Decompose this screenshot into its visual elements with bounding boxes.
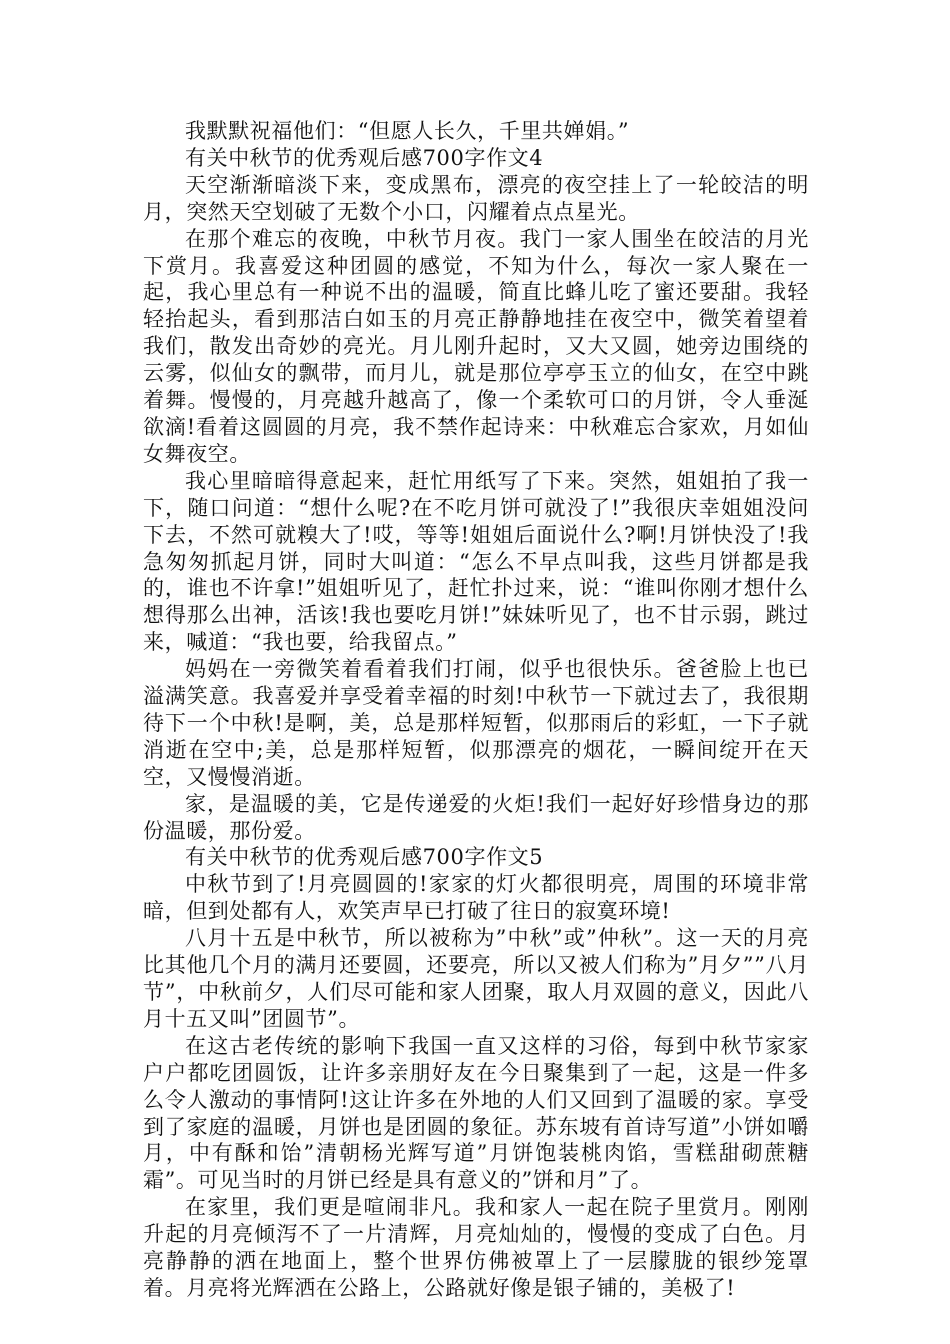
paragraph-family-joy: 妈妈在一旁微笑着看着我们打闹，似乎也很快乐。爸爸脸上也已溢满笑意。我喜爱并享受着幸福的时刻!中秋节一下就过去了，我很期待下一个中秋!是啊，美，总是那样短暂，似那雨后的彩虹，一下子就消逝在空中;美，总是那样短暂，似那漂亮的烟花，一瞬间绽开在天空，又慢慢消逝。 [143,657,809,789]
paragraph-courtyard: 在家里，我们更是喧闹非凡。我和家人一起在院子里赏月。刚刚升起的月亮倾泻不了一片清辉，月亮灿灿的，慢慢的变成了白色。月亮静静的洒在地面上，整个世界仿佛被罩上了一层朦胧的银纱笼罩着。月亮将光辉洒在公路上，公路就好像是银子铺的，美极了! [143,1195,809,1300]
paragraph-festival-arrives: 中秋节到了!月亮圆圆的!家家的灯火都很明亮，周围的环境非常暗，但到处都有人，欢笑声早已打破了往日的寂寞环境! [143,872,809,924]
essay-4-heading: 有关中秋节的优秀观后感700字作文4 [185,145,544,170]
paragraph-night-sky: 天空渐渐暗淡下来，变成黑布，漂亮的夜空挂上了一轮皎洁的明月，突然天空划破了无数个小口，闪耀着点点星光。 [143,172,809,224]
essay-5-heading: 有关中秋节的优秀观后感700字作文5 [185,845,544,870]
paragraph-festival-names: 八月十五是中秋节，所以被称为”中秋”或”仲秋”。这一天的月亮比其他几个月的满月还要圆，还要亮，所以又被人们称为”月夕””八月节”，中秋前夕，人们尽可能和家人团聚，取人月双圆的意义，因此八月十五又叫”团圆节”。 [143,926,809,1031]
paragraph-home-warmth: 家，是温暖的美，它是传递爱的火炬!我们一起好好珍惜身边的那份温暖，那份爱。 [143,791,809,843]
paragraph-mooncakes: 我心里暗暗得意起来，赶忙用纸写了下来。突然，姐姐拍了我一下，随口问道：“想什么呢?在不吃月饼可就没了!”我很庆幸姐姐没问下去，不然可就糗大了!哎，等等!姐姐后面说什么?啊!月饼快没了!我急匆匆抓起月饼，同时大叫道：“怎么不早点叫我，这些月饼都是我的，谁也不许拿!”姐姐听见了，赶忙扑过来，说：“谁叫你刚才想什么想得那么出神，活该!我也要吃月饼!”妹妹听见了，也不甘示弱，跳过来，喊道：“我也要，给我留点。” [143,468,809,655]
paragraph-traditions: 在这古老传统的影响下我国一直又这样的习俗，每到中秋节家家户户都吃团圆饭，让许多亲朋好友在今日聚集到了一起，这是一件多么令人激动的事情阿!这让许多在外地的人们又回到了温暖的家。享受到了家庭的温暖，月饼也是团圆的象征。苏东坡有首诗写道”小饼如嚼月，中有酥和饴”清朝杨光辉写道”月饼饱装桃肉馅，雪糕甜砌蔗糖霜”。可见当时的月饼已经是具有意义的”饼和月”了。 [143,1033,809,1193]
paragraph-moon-viewing: 在那个难忘的夜晚，中秋节月夜。我门一家人围坐在皎洁的月光下赏月。我喜爱这种团圆的感觉，不知为什么，每次一家人聚在一起，我心里总有一种说不出的温暖，简直比蜂儿吃了蜜还要甜。我轻轻抬起头，看到那洁白如玉的月亮正静静地挂在夜空中，微笑着望着我们，散发出奇妙的亮光。月儿刚升起时，又大又圆，她旁边围绕的云雾，似仙女的飘带，而月儿，就是那位亭亭玉立的仙女，在空中跳着舞。慢慢的，月亮越升越高了，像一个柔软可口的月饼，令人垂涎欲滴!看着这圆圆的月亮，我不禁作起诗来：中秋难忘合家欢，月如仙女舞夜空。 [143,226,809,466]
document-body [143,118,809,1302]
paragraph-blessing: 我默默祝福他们：“但愿人长久，千里共婵娟。” [185,119,630,143]
